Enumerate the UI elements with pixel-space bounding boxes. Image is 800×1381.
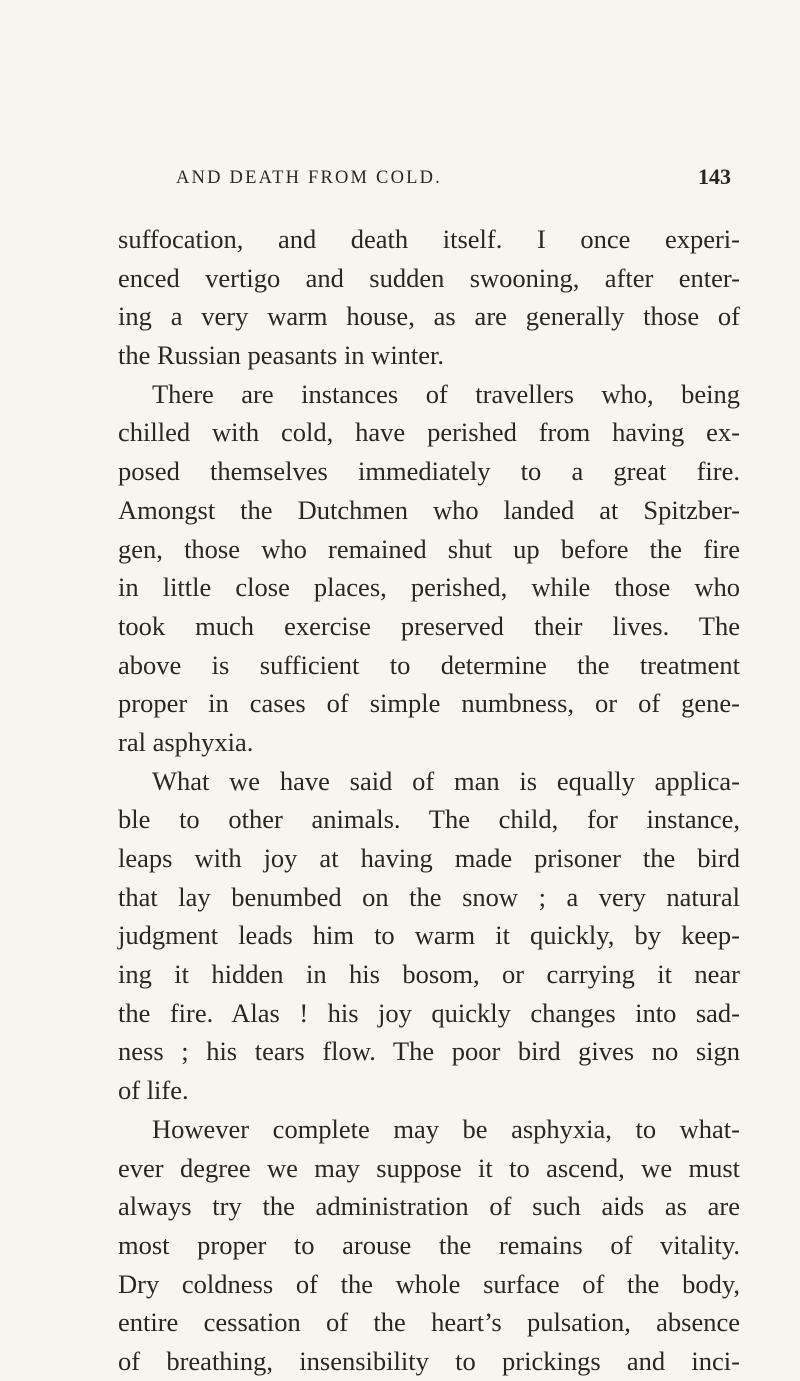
text-line: always try the administration of such aids as are xyxy=(118,1191,740,1222)
text-line: the fire. Alas ! his joy quickly changes into sad- xyxy=(118,997,740,1028)
text-line: ing it hidden in his bosom, or carrying it near xyxy=(118,959,740,990)
text-line: Amongst the Dutchmen who landed at Spitzber- xyxy=(118,494,740,525)
text-line: entire cessation of the heart’s pulsation, absence xyxy=(118,1307,740,1338)
text-line: leaps with joy at having made prisoner the bird xyxy=(118,843,740,873)
body-text xyxy=(118,220,740,1381)
text-line: enced vertigo and sudden swooning, after enter- xyxy=(118,262,740,293)
text-line: ness ; his tears flow. The poor bird gives no sign xyxy=(118,1036,740,1067)
text-line: that lay benumbed on the snow ; a very natural xyxy=(118,881,740,912)
text-line: ever degree we may suppose it to ascend, we must xyxy=(118,1152,740,1183)
running-head: AND DEATH FROM COLD. xyxy=(176,168,443,188)
text-line: judgment leads him to warm it quickly, by keep- xyxy=(118,920,740,951)
text-line: Dry coldness of the whole surface of the body, xyxy=(118,1268,740,1299)
text-line: most proper to arouse the remains of vitality. xyxy=(118,1229,740,1260)
text-line: ral asphyxia. xyxy=(118,726,254,757)
page-number: 143 xyxy=(698,164,731,189)
text-line: gen, those who remained shut up before the fire xyxy=(118,533,740,564)
text-line: ble to other animals. The child, for instance, xyxy=(118,804,740,835)
text-line: of life. xyxy=(118,1075,189,1106)
text-line: ing a very warm house, as are generally those of xyxy=(118,301,740,332)
text-line: posed themselves immediately to a great fire. xyxy=(118,456,740,487)
text-line: proper in cases of simple numbness, or of gene- xyxy=(118,688,740,719)
text-line: suffocation, and death itself. I once experi- xyxy=(118,224,740,254)
text-line: However complete may be asphyxia, to what- xyxy=(152,1113,740,1144)
text-line: in little close places, perished, while those who xyxy=(118,572,740,603)
text-line: took much exercise preserved their lives. The xyxy=(118,610,740,641)
text-line: of breathing, insensibility to prickings and inci- xyxy=(118,1345,740,1376)
text-line: the Russian peasants in winter. xyxy=(118,340,445,371)
text-line: What we have said of man is equally applica- xyxy=(152,765,740,796)
text-line: chilled with cold, have perished from having ex- xyxy=(118,417,740,448)
text-line: There are instances of travellers who, being xyxy=(152,378,740,409)
text-line: above is sufficient to determine the treatment xyxy=(118,649,740,680)
